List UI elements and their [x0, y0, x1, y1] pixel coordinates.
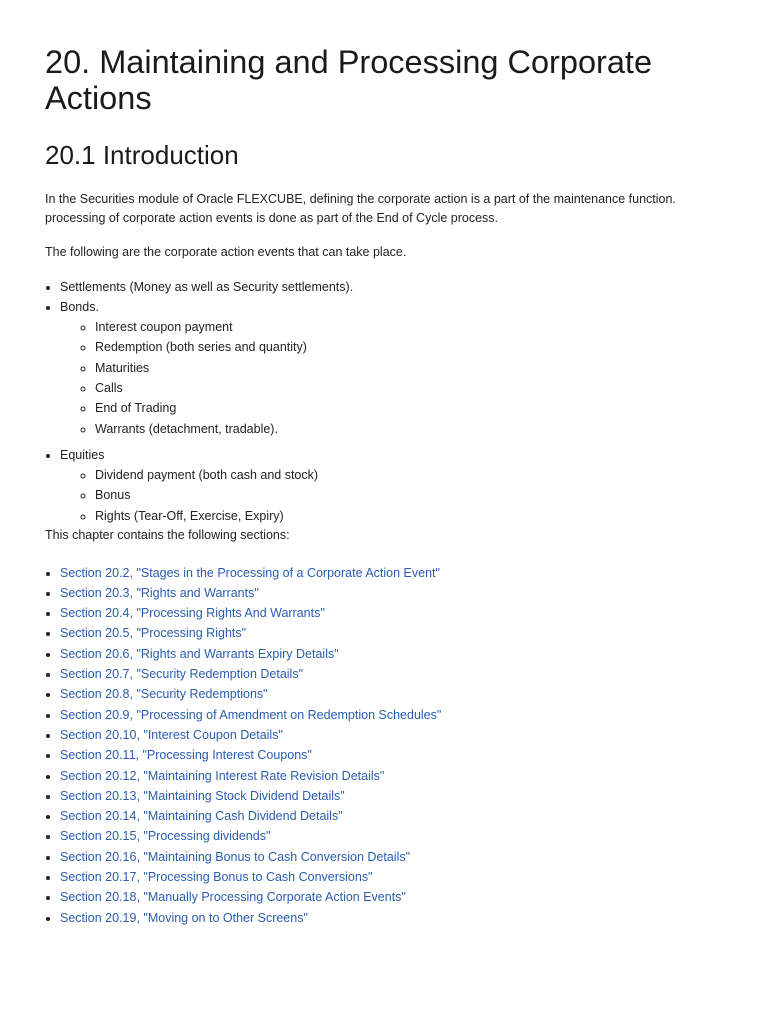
section-link-20-8[interactable]: Section 20.8, "Security Redemptions" — [60, 687, 268, 702]
section-link-20-9[interactable]: Section 20.9, "Processing of Amendment on Redemption Schedules" — [60, 707, 442, 722]
list-item — [60, 664, 738, 684]
sub-list-item: ◦ Redemption (both series and quantity) — [95, 337, 738, 357]
list-item — [60, 847, 738, 867]
list-item-settlements — [60, 277, 738, 297]
list-item-label: Bonds. — [60, 299, 99, 314]
list-item-label: Equities — [60, 447, 105, 462]
intro-paragraph: In the Securities module of Oracle FLEXCUBE, defining the corporate action is a part of the maintenance function. processing of corporate action events is done as part of the End of Cycle process. — [45, 192, 676, 225]
list-item — [60, 725, 738, 745]
section-link-20-7[interactable]: Section 20.7, "Security Redemption Details" — [60, 667, 304, 682]
section-link-20-14[interactable]: Section 20.14, "Maintaining Cash Dividend Details" — [60, 809, 343, 824]
section-link-20-2[interactable]: Section 20.2, "Stages in the Processing of a Corporate Action Event" — [60, 565, 440, 580]
sub-list-item: ◦ Maturities — [95, 358, 738, 378]
corporate-action-events-list — [45, 277, 738, 527]
sub-list-item: ◦ Rights (Tear-Off, Exercise, Expiry) — [95, 506, 738, 526]
list-item — [60, 623, 738, 643]
sub-list-item: ◦ Interest coupon payment — [95, 317, 738, 337]
list-item — [60, 603, 738, 623]
list-item — [60, 745, 738, 765]
section-link-20-13[interactable]: Section 20.13, "Maintaining Stock Dividend Details" — [60, 788, 345, 803]
section-title: 20.1 Introduction — [45, 140, 239, 170]
list-item — [60, 806, 738, 826]
list-item — [60, 887, 738, 907]
section-link-20-17[interactable]: Section 20.17, "Processing Bonus to Cash Conversions" — [60, 870, 373, 885]
section-link-20-5[interactable]: Section 20.5, "Processing Rights" — [60, 626, 247, 641]
section-link-20-6[interactable]: Section 20.6, "Rights and Warrants Expiry Details" — [60, 646, 339, 661]
list-item-equities — [60, 445, 738, 526]
list-item-bonds — [60, 297, 738, 439]
section-link-20-4[interactable]: Section 20.4, "Processing Rights And Warrants" — [60, 606, 325, 621]
sub-list-item: ◦ Calls — [95, 378, 738, 398]
section-link-20-10[interactable]: Section 20.10, "Interest Coupon Details" — [60, 727, 283, 742]
list-item — [60, 908, 738, 928]
list-item — [60, 766, 738, 786]
sub-list-item: ◦ Dividend payment (both cash and stock) — [95, 465, 738, 485]
list-item — [60, 826, 738, 846]
list-item — [60, 644, 738, 664]
equities-sub-list — [60, 465, 738, 526]
list-item-label: Settlements (Money as well as Security settlements). — [60, 279, 354, 294]
bonds-sub-list — [60, 317, 738, 439]
sub-list-item: ◦ Bonus — [95, 485, 738, 505]
section-link-20-15[interactable]: Section 20.15, "Processing dividends" — [60, 829, 271, 844]
section-link-20-11[interactable]: Section 20.11, "Processing Interest Coupons" — [60, 748, 312, 763]
list-item — [60, 583, 738, 603]
list-item — [60, 705, 738, 725]
section-link-20-12[interactable]: Section 20.12, "Maintaining Interest Rate Revision Details" — [60, 768, 385, 783]
section-link-20-16[interactable]: Section 20.16, "Maintaining Bonus to Cash Conversion Details" — [60, 849, 411, 864]
events-lead-paragraph: The following are the corporate action events that can take place. — [45, 245, 407, 259]
sub-list-item: ◦ Warrants (detachment, tradable). — [95, 419, 738, 439]
list-item — [60, 786, 738, 806]
sections-lead-paragraph: This chapter contains the following sections: — [45, 528, 290, 543]
list-item — [60, 563, 738, 583]
section-link-20-18[interactable]: Section 20.18, "Manually Processing Corporate Action Events" — [60, 890, 406, 905]
section-links-list — [45, 563, 738, 928]
chapter-title: 20. Maintaining and Processing Corporate Actions — [45, 44, 653, 116]
list-item — [60, 867, 738, 887]
section-link-20-19[interactable]: Section 20.19, "Moving on to Other Screens" — [60, 910, 308, 925]
list-item — [60, 684, 738, 704]
section-link-20-3[interactable]: Section 20.3, "Rights and Warrants" — [60, 585, 259, 600]
sub-list-item: ◦ End of Trading — [95, 398, 738, 418]
